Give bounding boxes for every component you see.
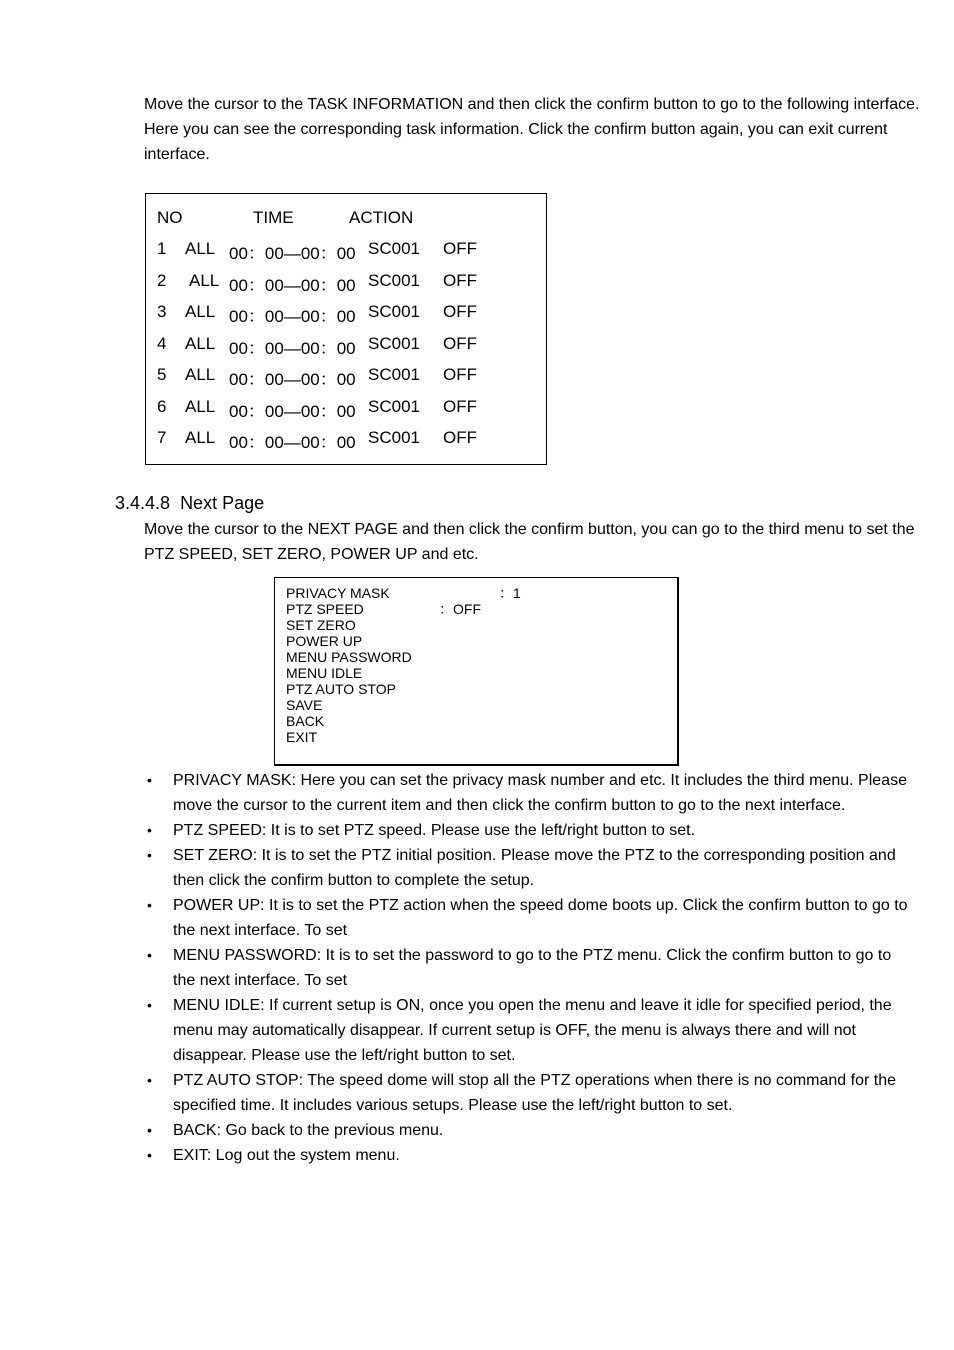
bullet-dot-icon: •	[147, 947, 152, 963]
task-row-1-state: OFF	[443, 239, 477, 258]
bullet-dot-icon: •	[147, 822, 152, 838]
next-page-paragraph: Move the cursor to the NEXT PAGE and then click the confirm button, you can go to the third menu to set the PTZ SPEED, SET ZERO, POWER UP and etc.	[144, 521, 915, 563]
menu-item-menu-password[interactable]: MENU PASSWORD	[286, 649, 412, 665]
bullet-text: MENU PASSWORD: It is to set the password to go to the PTZ menu. Click the confirm button to go to the next interface. To set	[173, 947, 892, 989]
bullet-dot-icon: •	[147, 1122, 152, 1138]
bullet-text: PTZ AUTO STOP: The speed dome will stop all the PTZ operations when there is no command for the specified time. It includes various setups. Please use the left/right button to set.	[173, 1072, 897, 1114]
bullet-item	[144, 943, 916, 993]
task-row-5-day: ALL	[185, 365, 216, 384]
menu-item-save[interactable]: SAVE	[286, 697, 323, 713]
bullet-dot-icon: •	[147, 997, 152, 1013]
task-row-7-time: 00：00—00：00	[229, 433, 356, 452]
task-row-6-time: 00：00—00：00	[229, 401, 356, 421]
task-row-4-state: OFF	[443, 333, 477, 353]
bullet-dot-icon: •	[147, 772, 152, 788]
menu-item-back[interactable]: BACK	[286, 713, 325, 729]
task-row-4-no: 4	[157, 333, 167, 353]
task-row-5-state: OFF	[443, 365, 477, 384]
task-row-3-action: SC001	[368, 302, 420, 321]
task-row-6-action: SC001	[368, 396, 420, 416]
task-row-1-time: 00：00—00：00	[229, 244, 356, 263]
bullet-item	[144, 818, 916, 843]
task-row-2-action: SC001	[368, 270, 420, 290]
menu-item-value: ：OFF	[439, 601, 481, 617]
task-row-4-action: SC001	[368, 333, 420, 353]
task-row-2-no: 2	[157, 270, 167, 290]
task-row-4-time: 00：00—00：00	[229, 338, 356, 358]
task-row-3-time: 00：00—00：00	[229, 307, 356, 326]
bullet-text: PRIVACY MASK: Here you can set the privacy mask number and etc. It includes the third menu. Please move the cursor to the current item and then click the confirm button to go to the next interface.	[173, 772, 907, 814]
ptz-menu-screen	[274, 577, 679, 766]
bullet-text: POWER UP: It is to set the PTZ action when the speed dome boots up. Click the confirm button to go to the next interface. To set	[173, 897, 908, 939]
bullet-item	[144, 843, 916, 893]
bullet-item	[144, 1143, 916, 1168]
task-row-3-day: ALL	[185, 302, 216, 321]
bullet-text: MENU IDLE: If current setup is ON, once you open the menu and leave it idle for specified period, the menu may automatically disappear. If current setup is OFF, the menu is always there and will not disappear. Please use the left/right button to set.	[173, 997, 892, 1064]
bullet-item	[144, 768, 916, 818]
task-row-1-day: ALL	[185, 239, 216, 258]
menu-item-menu-idle[interactable]: MENU IDLE	[286, 665, 363, 681]
header-no: NO	[157, 208, 183, 227]
task-row-7-day: ALL	[185, 428, 216, 447]
menu-item-ptz-auto-stop[interactable]: PTZ AUTO STOP	[286, 681, 396, 697]
header-action: ACTION	[349, 208, 414, 227]
bullet-dot-icon: •	[147, 897, 152, 913]
menu-item-exit[interactable]: EXIT	[286, 729, 318, 745]
task-row-7-no: 7	[157, 428, 167, 447]
feature-bullet-list	[144, 768, 916, 1168]
task-row-5-no: 5	[157, 365, 167, 384]
bullet-item	[144, 893, 916, 943]
section-number: 3.4.4.8	[115, 493, 171, 513]
task-row-4-day: ALL	[185, 333, 216, 353]
task-information-table	[145, 193, 547, 465]
section-heading	[115, 493, 264, 514]
task-row-7-state: OFF	[443, 428, 477, 447]
section-title: Next Page	[180, 493, 265, 513]
task-row-6-no: 6	[157, 396, 167, 416]
bullet-text: SET ZERO: It is to set the PTZ initial position. Please move the PTZ to the corresponding position and then click the confirm button to complete the setup.	[173, 847, 896, 889]
task-row-2-state: OFF	[443, 270, 477, 290]
menu-item-privacy-mask[interactable]: PRIVACY MASK	[286, 585, 390, 601]
task-row-6-day: ALL	[185, 396, 216, 416]
menu-item-ptz-speed[interactable]: PTZ SPEED	[286, 601, 364, 617]
task-row-2-day: ALL	[189, 270, 220, 290]
task-row-3-no: 3	[157, 302, 167, 321]
menu-item-set-zero[interactable]: SET ZERO	[286, 617, 356, 633]
menu-item-value: ：1	[499, 585, 521, 601]
bullet-dot-icon: •	[147, 847, 152, 863]
bullet-dot-icon: •	[147, 1147, 152, 1163]
bullet-text: EXIT: Log out the system menu.	[173, 1147, 400, 1164]
task-row-5-time: 00：00—00：00	[229, 370, 356, 389]
header-time: TIME	[253, 208, 294, 227]
bullet-text: BACK: Go back to the previous menu.	[173, 1122, 444, 1139]
menu-item-power-up[interactable]: POWER UP	[286, 633, 363, 649]
task-row-2-time: 00：00—00：00	[229, 275, 356, 295]
bullet-item	[144, 993, 916, 1068]
intro-paragraph: Move the cursor to the TASK INFORMATION and then click the confirm button to go to the following interface. Here you can see the corresponding task information. Click the confirm button again, you can exit current interface.	[144, 96, 920, 163]
task-row-3-state: OFF	[443, 302, 477, 321]
task-row-5-action: SC001	[368, 365, 420, 384]
bullet-text: PTZ SPEED: It is to set PTZ speed. Please use the left/right button to set.	[173, 822, 696, 839]
task-row-7-action: SC001	[368, 428, 420, 447]
task-row-1-action: SC001	[368, 239, 420, 258]
task-row-6-state: OFF	[443, 396, 477, 416]
task-row-1-no: 1	[157, 239, 167, 258]
bullet-item	[144, 1118, 916, 1143]
bullet-item	[144, 1068, 916, 1118]
bullet-dot-icon: •	[147, 1072, 152, 1088]
